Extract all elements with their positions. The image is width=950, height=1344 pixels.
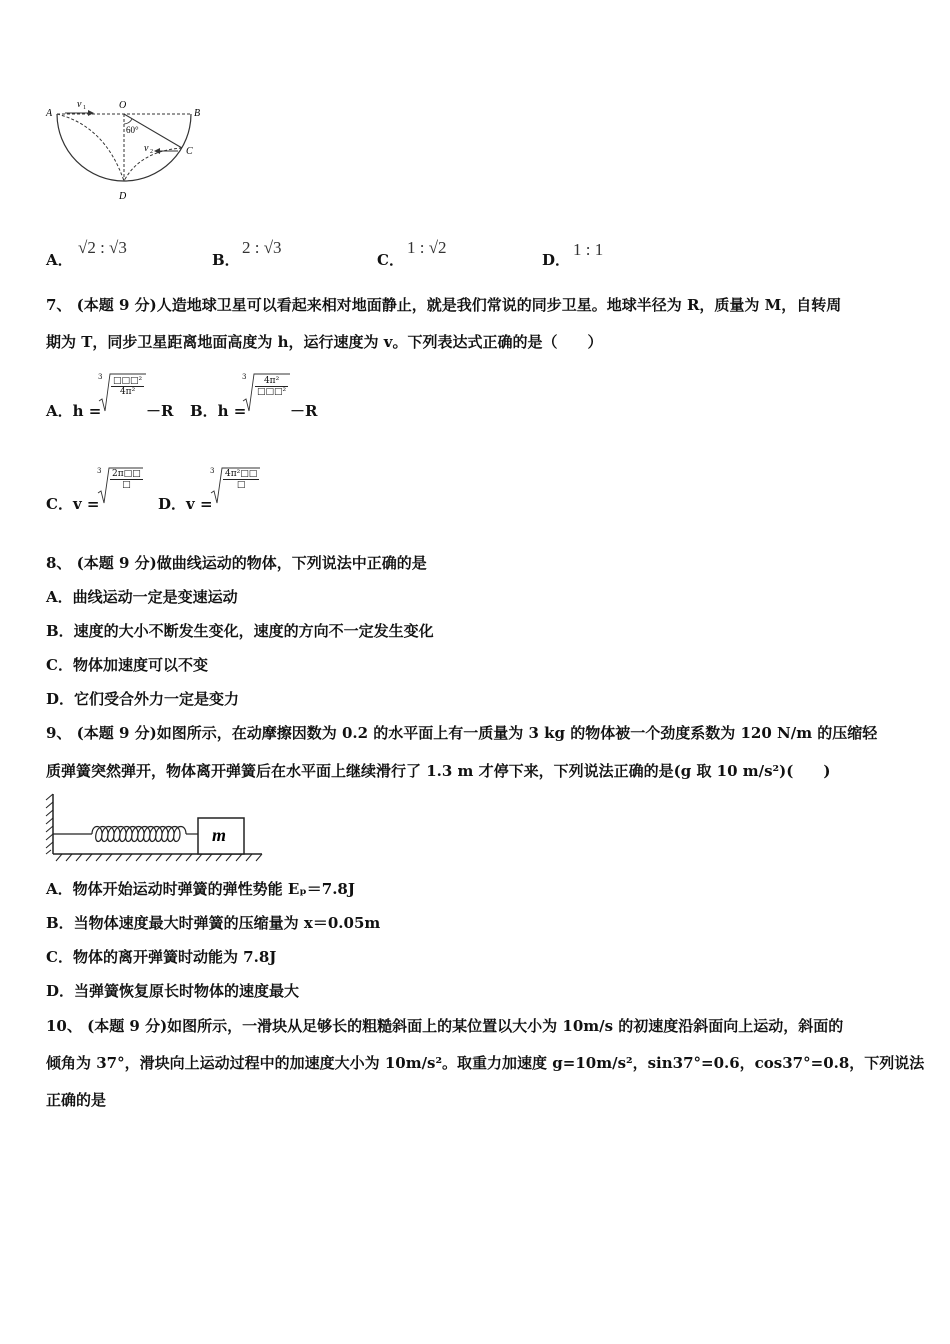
q6-option-A-value: √2 : √3 bbox=[78, 238, 127, 257]
q8-stem: 8、 (本题 9 分)做曲线运动的物体，下列说法中正确的是 bbox=[46, 554, 427, 572]
q10-stem-line2: 倾角为 37°，滑块向上运动过程中的加速度大小为 10m/s²。取重力加速度 g=10m/s²，sin37°=0.6，cos37°=0.8，下列说法 bbox=[46, 1054, 925, 1072]
q7-option-D-label: D．v = bbox=[158, 495, 213, 513]
q9-stem-line1: 9、 (本题 9 分)如图所示，在动摩擦因数为 0.2 的水平面上有一质量为 3 kg 的物体被一个劲度系数为 120 N/m 的压缩轻 bbox=[46, 724, 878, 742]
q7-option-A-root-index: 3 bbox=[98, 373, 103, 381]
q8-option-C: C．物体加速度可以不变 bbox=[46, 656, 208, 674]
q7-option-C-fraction bbox=[110, 469, 143, 490]
q6-option-D-letter: D． bbox=[542, 251, 571, 269]
label-C: C bbox=[186, 146, 193, 157]
q7-option-B-tail: －R bbox=[290, 402, 318, 420]
spring-block-diagram bbox=[44, 792, 266, 864]
label-D: D bbox=[119, 191, 127, 202]
block-label: m bbox=[212, 825, 227, 845]
trajectory-A-to-D bbox=[57, 114, 124, 181]
q6-option-A-letter: A． bbox=[46, 251, 73, 269]
wall-hatching bbox=[46, 794, 53, 854]
q6-option-D-value: 1 : 1 bbox=[573, 240, 604, 259]
q9-option-D: D．当弹簧恢复原长时物体的速度最大 bbox=[46, 982, 300, 1000]
label-v2: v bbox=[144, 143, 149, 154]
label-v1-sub: 1 bbox=[83, 105, 86, 111]
v1-arrowhead bbox=[88, 110, 94, 116]
q7-option-B-fraction bbox=[255, 376, 288, 397]
angle-arc bbox=[124, 119, 132, 124]
label-v1: v bbox=[77, 99, 82, 110]
q7-option-D-denominator: □ bbox=[236, 480, 246, 490]
spring-coils bbox=[92, 827, 186, 842]
q7-option-D-fraction bbox=[223, 469, 259, 490]
q7-option-C-label: C．v = bbox=[46, 495, 100, 513]
q7-option-B-root-index: 3 bbox=[242, 373, 247, 381]
q10-stem-line3: 正确的是 bbox=[46, 1091, 107, 1109]
label-O: O bbox=[119, 100, 127, 111]
q9-option-A: A．物体开始运动时弹簧的弹性势能 Eₚ＝7.8J bbox=[46, 880, 355, 898]
q9-option-C: C．物体的离开弹簧时动能为 7.8J bbox=[46, 948, 277, 966]
q7-option-B-numerator: 4π² bbox=[255, 376, 288, 387]
q7-option-C-numerator: 2π□□ bbox=[112, 469, 141, 479]
trajectory-C-to-D bbox=[124, 148, 182, 181]
semicircle-diagram bbox=[40, 96, 215, 206]
q6-option-C-value: 1 : √2 bbox=[407, 238, 447, 257]
q9-stem-line2: 质弹簧突然弹开，物体离开弹簧后在水平面上继续滑行了 1.3 m 才停下来，下列说法正确的是(g 取 10 m/s²)( ) bbox=[46, 762, 831, 780]
label-A: A bbox=[46, 108, 53, 119]
q10-stem-line1: 10、 (本题 9 分)如图所示，一滑块从足够长的粗糙斜面上的某位置以大小为 10m/s 的初速度沿斜面向上运动，斜面的 bbox=[46, 1017, 844, 1035]
q7-option-C-denominator: □ bbox=[122, 480, 131, 490]
q7-option-A-denominator: 4π² bbox=[119, 387, 136, 397]
q6-option-B-value: 2 : √3 bbox=[242, 238, 282, 257]
q7-option-D-numerator: 4π²□□ bbox=[225, 469, 258, 479]
label-v2-sub: 2 bbox=[150, 149, 153, 155]
label-angle: 60° bbox=[126, 125, 139, 135]
q7-option-A-label: A．h = bbox=[46, 402, 102, 420]
q6-option-C-letter: C． bbox=[377, 251, 404, 269]
floor-hatching bbox=[56, 854, 262, 861]
q9-option-B: B．当物体速度最大时弹簧的压缩量为 x＝0.05m bbox=[46, 914, 381, 932]
q7-option-B-label: B．h = bbox=[190, 402, 247, 420]
q7-option-A-fraction bbox=[111, 376, 144, 397]
q8-option-A: A．曲线运动一定是变速运动 bbox=[46, 588, 238, 606]
q7-option-B-denominator: □□□² bbox=[257, 387, 287, 397]
q6-option-B-letter: B． bbox=[212, 251, 240, 269]
q8-option-B: B．速度的大小不断发生变化，速度的方向不一定发生变化 bbox=[46, 622, 434, 640]
q7-stem-line2: 期为 T，同步卫星距离地面高度为 h，运行速度为 v。下列表达式正确的是（ ） bbox=[46, 333, 603, 351]
q7-option-C-root-index: 3 bbox=[97, 467, 102, 475]
q7-stem-line1: 7、 (本题 9 分)人造地球卫星可以看起来相对地面静止，就是我们常说的同步卫星。地球半径为 R，质量为 M，自转周 bbox=[46, 296, 842, 314]
q7-option-A-tail: －R bbox=[146, 402, 174, 420]
label-B: B bbox=[194, 108, 201, 119]
q7-option-A-numerator: □□□² bbox=[113, 376, 143, 386]
q8-option-D: D．它们受合外力一定是变力 bbox=[46, 690, 240, 708]
q7-option-D-root-index: 3 bbox=[210, 467, 215, 475]
